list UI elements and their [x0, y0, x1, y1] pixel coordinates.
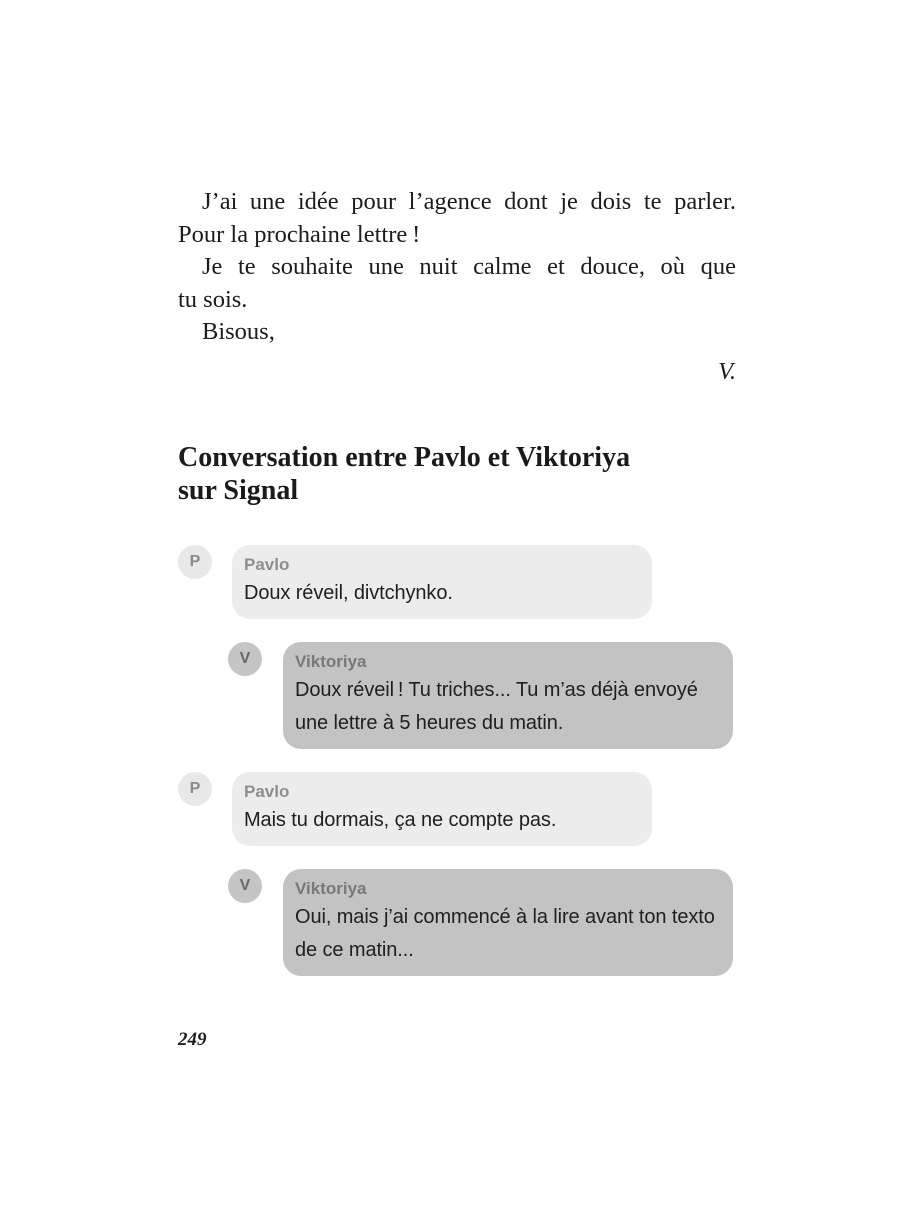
sender-name: Viktoriya — [295, 652, 367, 671]
message-text: Doux réveil ! Tu triches... Tu m’as déjà envoyé une lettre à 5 heures du matin. — [295, 679, 698, 734]
section-title-line1: Conversation entre Pavlo et Viktoriya — [178, 442, 631, 473]
chat-message-pavlo — [178, 545, 758, 619]
letter-line: Pour la prochaine lettre ! — [178, 220, 421, 248]
sender-name: Pavlo — [244, 555, 290, 574]
letter-signature: V. — [718, 357, 736, 385]
message-text: Doux réveil, divtchynko. — [244, 582, 453, 604]
avatar-viktoriya: V — [228, 869, 262, 903]
avatar-pavlo: P — [178, 545, 212, 579]
letter-text — [178, 186, 736, 388]
chat-message-pavlo — [178, 772, 758, 846]
message-text: Oui, mais j’ai commencé à la lire avant ton texto de ce matin... — [295, 906, 715, 961]
chat-conversation — [178, 545, 758, 999]
avatar-viktoriya: V — [228, 642, 262, 676]
sender-name: Pavlo — [244, 782, 290, 801]
message-bubble — [283, 642, 733, 749]
message-bubble — [232, 772, 652, 846]
chat-message-viktoriya — [228, 869, 758, 976]
section-title — [178, 441, 738, 507]
letter-line: Je te souhaite une nuit calme et douce, où que — [202, 253, 736, 280]
letter-line: Bisous, — [202, 318, 275, 345]
message-bubble — [283, 869, 733, 976]
section-title-line2: sur Signal — [178, 475, 299, 506]
sender-name: Viktoriya — [295, 879, 367, 898]
avatar-pavlo: P — [178, 772, 212, 806]
chat-message-viktoriya — [228, 642, 758, 749]
letter-line: tu sois. — [178, 285, 248, 313]
page-number: 249 — [178, 1029, 207, 1050]
letter-line: J’ai une idée pour l’agence dont je dois te parler. — [202, 188, 736, 215]
message-bubble — [232, 545, 652, 619]
message-text: Mais tu dormais, ça ne compte pas. — [244, 809, 557, 831]
